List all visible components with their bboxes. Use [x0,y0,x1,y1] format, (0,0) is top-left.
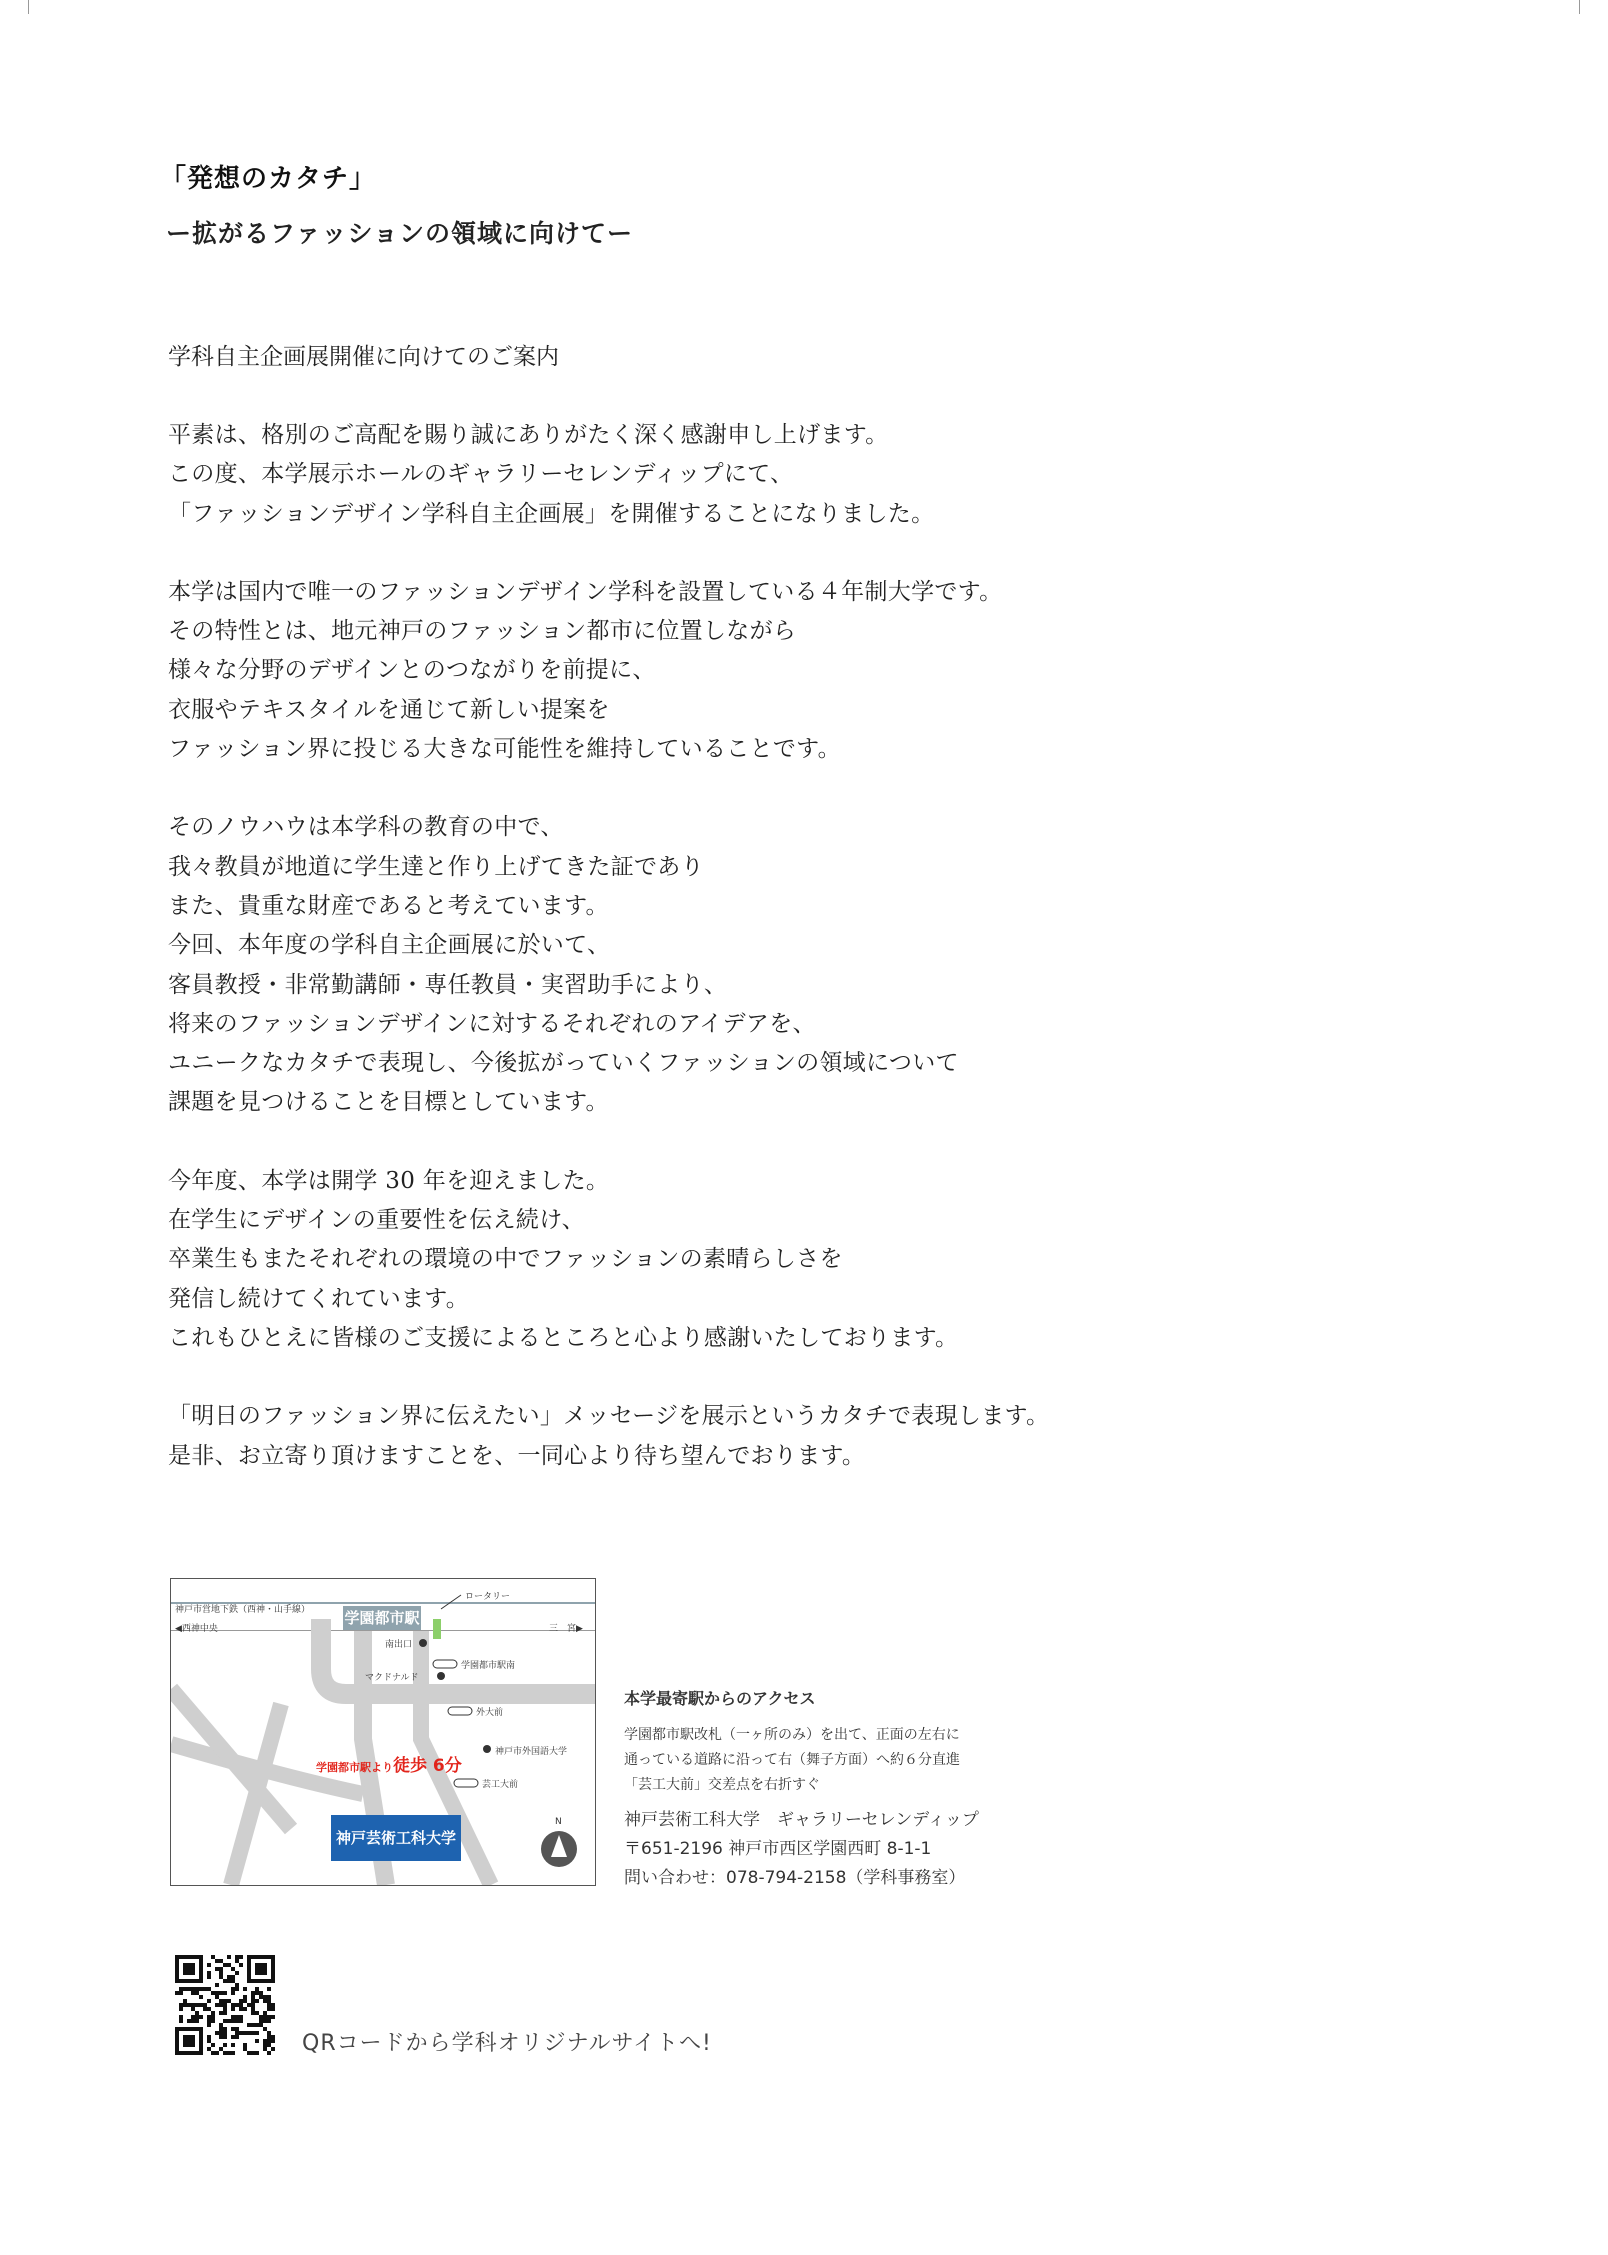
access-line: 通っている道路に沿って右（舞子方面）へ約６分直進 [624,1752,960,1768]
signal-geiko-label: 芸工大前 [482,1780,519,1790]
access-info [624,1686,979,1893]
signal-station-label: 学園都市駅南 [461,1661,516,1671]
paragraph-line: ファッション界に投じる大きな可能性を維持していることです。 [168,736,841,763]
paragraph [168,573,1128,769]
paragraph-line: 平素は、格別のご高配を賜り誠にありがたく深く感謝申し上げます。 [168,422,889,448]
walk-prefix: 学園都市駅より [316,1761,393,1774]
qr-caption: QRコードから学科オリジナルサイトへ! [302,2031,712,2056]
rotary-label: ロータリー [465,1592,511,1602]
paragraph-line: 発信し続けてくれています。 [168,1285,470,1312]
document-subtitle: ー拡がるファッションの領域に向けてー [166,219,634,248]
paragraph-line: 本学は国内で唯一のファッションデザイン学科を設置している４年制大学です。 [168,578,1003,605]
qr-code[interactable] [175,1955,275,2055]
paragraph-line: また、貴重な財産であると考えています。 [168,892,609,919]
access-line: 「芸工大前」交差点を右折すぐ [624,1777,820,1793]
paragraph-line: 卒業生もまたそれぞれの環境の中でファッションの素晴らしさを [168,1246,843,1273]
mcdonalds-label: マクドナルド [365,1673,419,1683]
paragraph [168,1162,1128,1358]
paragraph-line: 是非、お立寄り頂けますことを、一同心より待ち望んでおります。 [168,1442,866,1469]
south-exit-label: 南出口 [385,1640,413,1650]
paragraph-line: 「明日のファッション界に伝えたい」メッセージを展示というカタチで表現します。 [168,1403,1050,1430]
paragraph-line: 様々な分野のデザインとのつながりを前提に、 [168,657,656,684]
paragraph-line: 我々教員が地道に学生達と作り上げてきた証であり [168,853,704,880]
section-heading: 学科自主企画展開催に向けてのご案内 [168,344,559,370]
subway-line-label: 神戸市営地下鉄（西神・山手線） [175,1605,311,1615]
paragraph-line: 将来のファッションデザインに対するそれぞれのアイデアを、 [168,1010,816,1037]
paragraph-line: これもひとえに皆様のご支援によるところと心より感謝いたしております。 [168,1324,959,1351]
paragraph-line: ユニークなカタチで表現し、今後拡がっていくファッションの領域について [168,1050,959,1077]
venue-name: 神戸芸術工科大学 ギャラリーセレンディップ [624,1810,979,1830]
paragraph-line: 今回、本年度の学科自主企画展に於いて、 [168,932,611,959]
paragraph-line: そのノウハウは本学科の教育の中で、 [168,814,564,841]
paragraph-line: 衣服やテキスタイルを通じて新しい提案を [168,696,610,723]
station-label: 学園都市駅 [343,1606,421,1630]
access-map [170,1578,596,1886]
paragraph [168,416,1128,534]
venue-address: 〒651-2196 神戸市西区学園西町 8-1-1 [624,1839,932,1859]
paragraphs [168,416,1128,1476]
north-label: N [555,1817,562,1827]
walk-time-label [316,1751,462,1776]
document-title: 「発想のカタチ」 [160,164,377,194]
paragraph-line: その特性とは、地元神戸のファッション都市に位置しながら [168,618,797,645]
paragraph-line: 在学生にデザインの重要性を伝え続け、 [168,1207,585,1234]
paragraph-line: 今年度、本学は開学 30 年を迎えました。 [168,1167,610,1194]
paragraph-line: 「ファッションデザイン学科自主企画展」を開催することになりました。 [168,500,935,527]
paragraph-line: 客員教授・非常勤講師・専任教員・実習助手により、 [168,971,728,998]
body-text [168,337,1128,1476]
crop-mark-right [1579,0,1608,14]
paragraph-line: この度、本学展示ホールのギャラリーセレンディップにて、 [168,461,794,488]
signal-gaidai-label: 外大前 [476,1708,504,1718]
east-direction-label: 三 宮▶ [549,1624,583,1634]
paragraph-line: 課題を見つけることを目標としています。 [168,1089,609,1116]
walk-emphasis: 徒歩 6分 [393,1756,462,1776]
crop-mark-left [0,0,29,14]
contact-phone: 問い合わせ：078-794-2158（学科事務室） [624,1868,966,1888]
paragraph [168,808,1128,1122]
access-heading: 本学最寄駅からのアクセス [624,1689,816,1708]
university-label: 神戸芸術工科大学 [331,1815,461,1861]
access-line: 学園都市駅改札（一ヶ所のみ）を出て、正面の左右に [624,1727,960,1743]
west-direction-label: ◀西神中央 [175,1624,218,1634]
kobe-gaidai-label: 神戸市外国語大学 [495,1747,568,1757]
paragraph [168,1397,1128,1476]
